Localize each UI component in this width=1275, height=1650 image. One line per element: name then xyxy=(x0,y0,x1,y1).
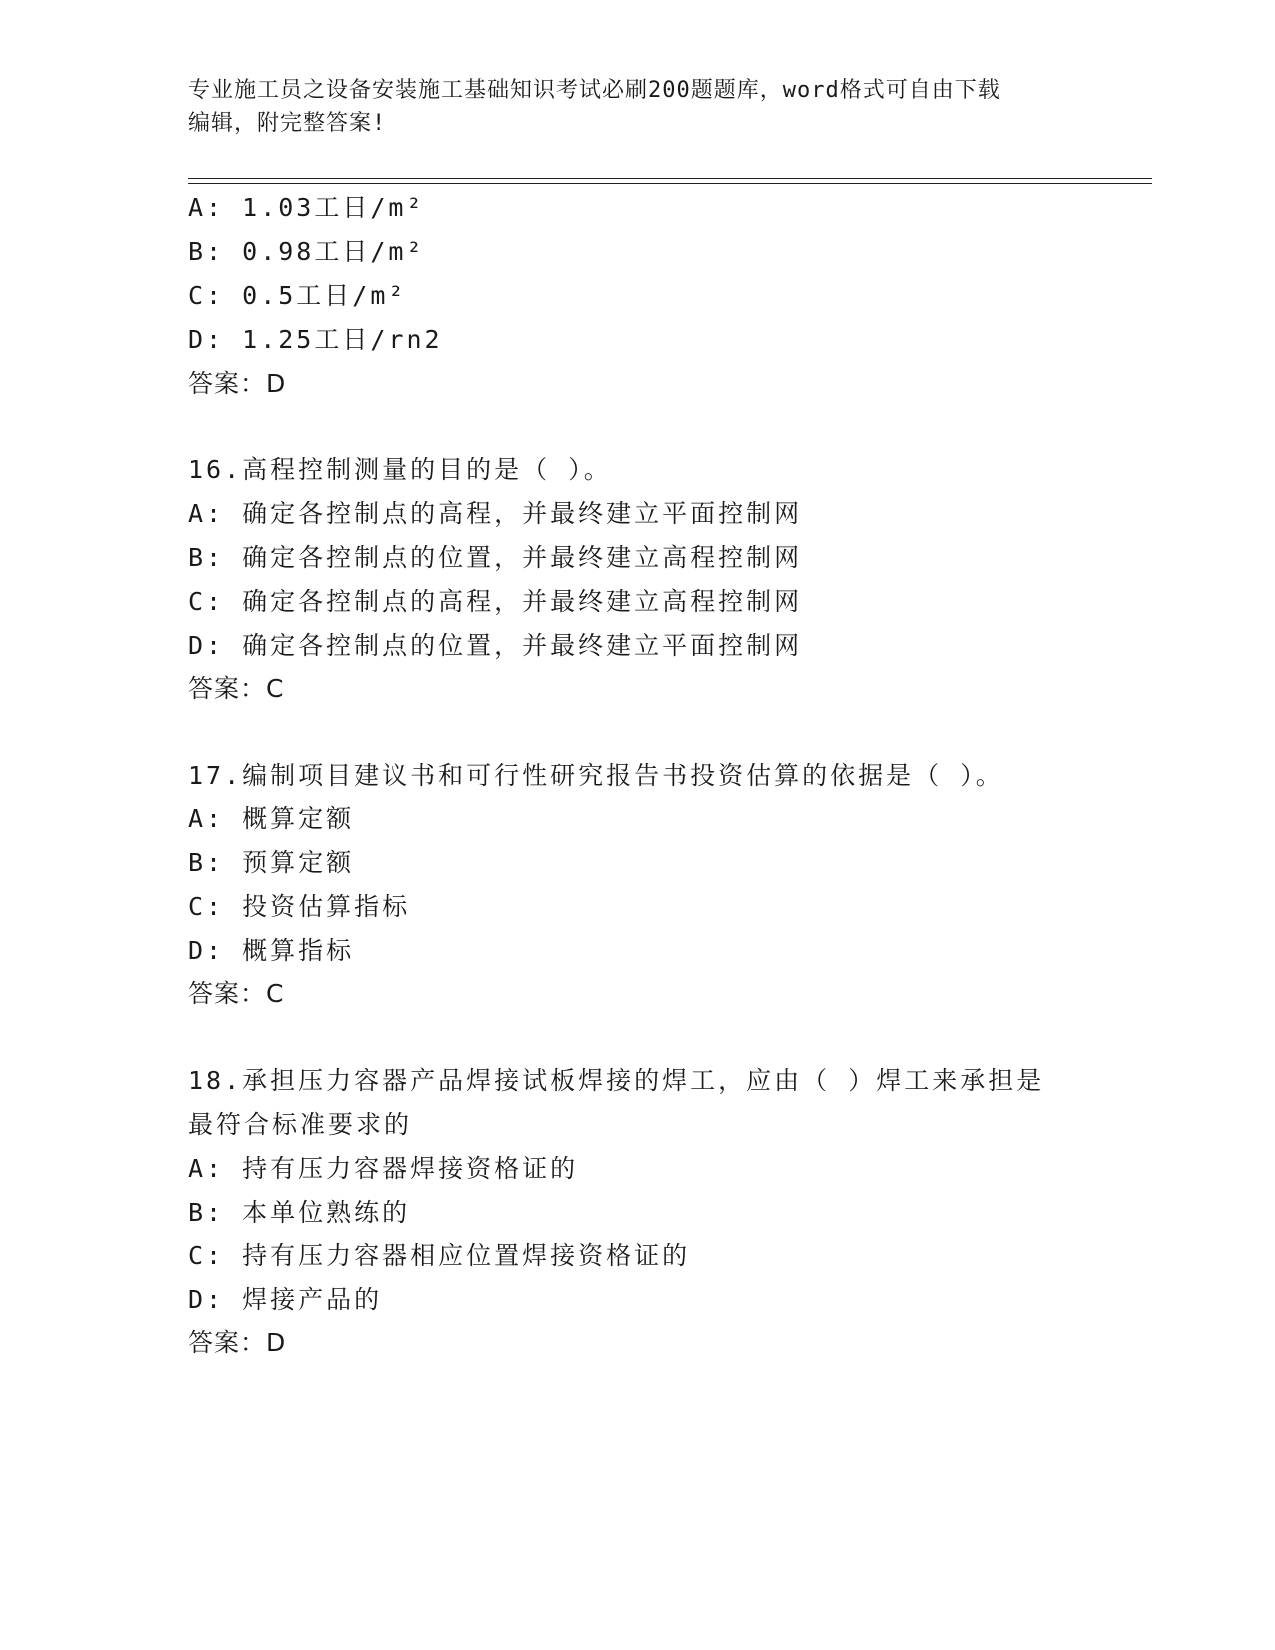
q16-option-c: C: 确定各控制点的高程，并最终建立高程控制网 xyxy=(188,587,803,616)
header-divider-bottom xyxy=(188,183,1152,184)
q17-option-b: B: 预算定额 xyxy=(188,848,355,877)
q17-option-c: C: 投资估算指标 xyxy=(188,892,411,921)
document-header xyxy=(188,74,1088,140)
q15-option-c: C: 0.5工日/m² xyxy=(188,281,407,310)
q17-option-d: D: 概算指标 xyxy=(188,936,355,965)
q15-option-b: B: 0.98工日/m² xyxy=(188,237,425,266)
q15-answer: 答案：D xyxy=(188,369,287,398)
q16-option-b: B: 确定各控制点的位置，并最终建立高程控制网 xyxy=(188,543,803,572)
q18-stem-line-1: 18.承担压力容器产品焊接试板焊接的焊工，应由（ ）焊工来承担是 xyxy=(188,1066,1045,1095)
q18-option-d: D: 焊接产品的 xyxy=(188,1285,383,1314)
header-title-line-2: 编辑，附完整答案! xyxy=(188,111,387,136)
q18-option-b: B: 本单位熟练的 xyxy=(188,1198,411,1227)
q18-answer: 答案：D xyxy=(188,1328,287,1357)
q18-option-a: A: 持有压力容器焊接资格证的 xyxy=(188,1154,579,1183)
header-title-line-1: 专业施工员之设备安装施工基础知识考试必刷200题题库，word格式可自由下载 xyxy=(188,78,1001,103)
q18-option-c: C: 持有压力容器相应位置焊接资格证的 xyxy=(188,1241,691,1270)
q16-option-a: A: 确定各控制点的高程，并最终建立平面控制网 xyxy=(188,499,803,528)
q16-stem: 16.高程控制测量的目的是（ ）。 xyxy=(188,455,612,484)
q15-option-d: D: 1.25工日/rn2 xyxy=(188,325,443,354)
q17-stem: 17.编制项目建议书和可行性研究报告书投资估算的依据是（ ）。 xyxy=(188,761,1004,790)
q15-option-a: A: 1.03工日/m² xyxy=(188,193,425,222)
q17-answer: 答案：C xyxy=(188,979,285,1008)
q16-answer: 答案：C xyxy=(188,674,285,703)
q18-stem-line-2: 最符合标准要求的 xyxy=(188,1110,413,1139)
q17-option-a: A: 概算定额 xyxy=(188,804,355,833)
header-divider-top xyxy=(188,178,1152,179)
q16-option-d: D: 确定各控制点的位置，并最终建立平面控制网 xyxy=(188,631,803,660)
